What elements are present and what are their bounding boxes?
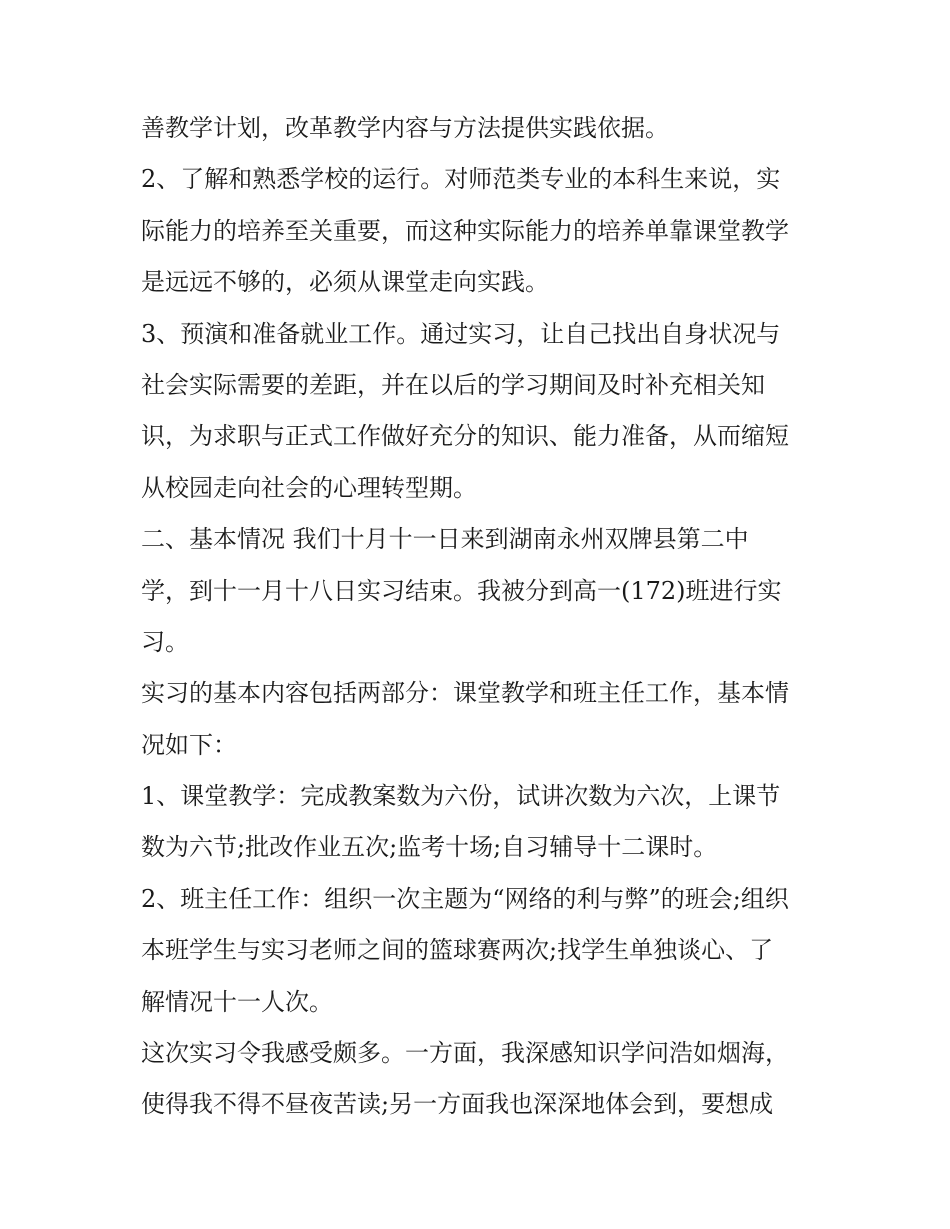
text-line-7: 识，为求职与正式工作做好充分的知识、能力准备，从而缩短 [141, 422, 789, 451]
text-line-18: 解情况十一人次。 [141, 987, 333, 1016]
text-line-6: 社会实际需要的差距，并在以后的学习期间及时补充相关知 [141, 370, 765, 399]
text-line-5: 3、预演和准备就业工作。通过实习，让自己找出自身状况与 [141, 319, 781, 348]
text-line-11: 习。 [141, 627, 189, 656]
text-line-16: 2、班主任工作：组织一次主题为“网络的利与弊”的班会;组织 [141, 884, 789, 913]
text-line-12: 实习的基本内容包括两部分：课堂教学和班主任工作，基本情 [141, 679, 789, 708]
text-line-3: 际能力的培养至关重要，而这种实际能力的培养单靠课堂教学 [141, 216, 789, 245]
text-line-8: 从校园走向社会的心理转型期。 [141, 473, 477, 502]
text-line-10: 学，到十一月十八日实习结束。我被分到高一(172)班进行实 [141, 576, 782, 605]
text-line-1: 善教学计划，改革教学内容与方法提供实践依据。 [141, 114, 669, 142]
text-line-19: 这次实习令我感受颇多。一方面，我深感知识学问浩如烟海， [141, 1039, 789, 1068]
text-line-14: 1、课堂教学：完成教案数为六份，试讲次数为六次，上课节 [141, 782, 781, 811]
text-line-9: 二、基本情况 我们十月十一日来到湖南永州双牌县第二中 [141, 525, 749, 554]
text-line-15: 数为六节;批改作业五次;监考十场;自习辅导十二课时。 [141, 833, 718, 862]
text-line-13: 况如下： [141, 730, 237, 759]
text-line-4: 是远远不够的，必须从课堂走向实践。 [141, 268, 549, 297]
document-body [141, 103, 821, 1131]
text-line-20: 使得我不得不昼夜苦读;另一方面我也深深地体会到，要想成 [141, 1090, 774, 1119]
text-line-17: 本班学生与实习老师之间的篮球赛两次;找学生单独谈心、了 [141, 936, 774, 965]
text-line-2: 2、了解和熟悉学校的运行。对师范类专业的本科生来说，实 [141, 165, 781, 194]
